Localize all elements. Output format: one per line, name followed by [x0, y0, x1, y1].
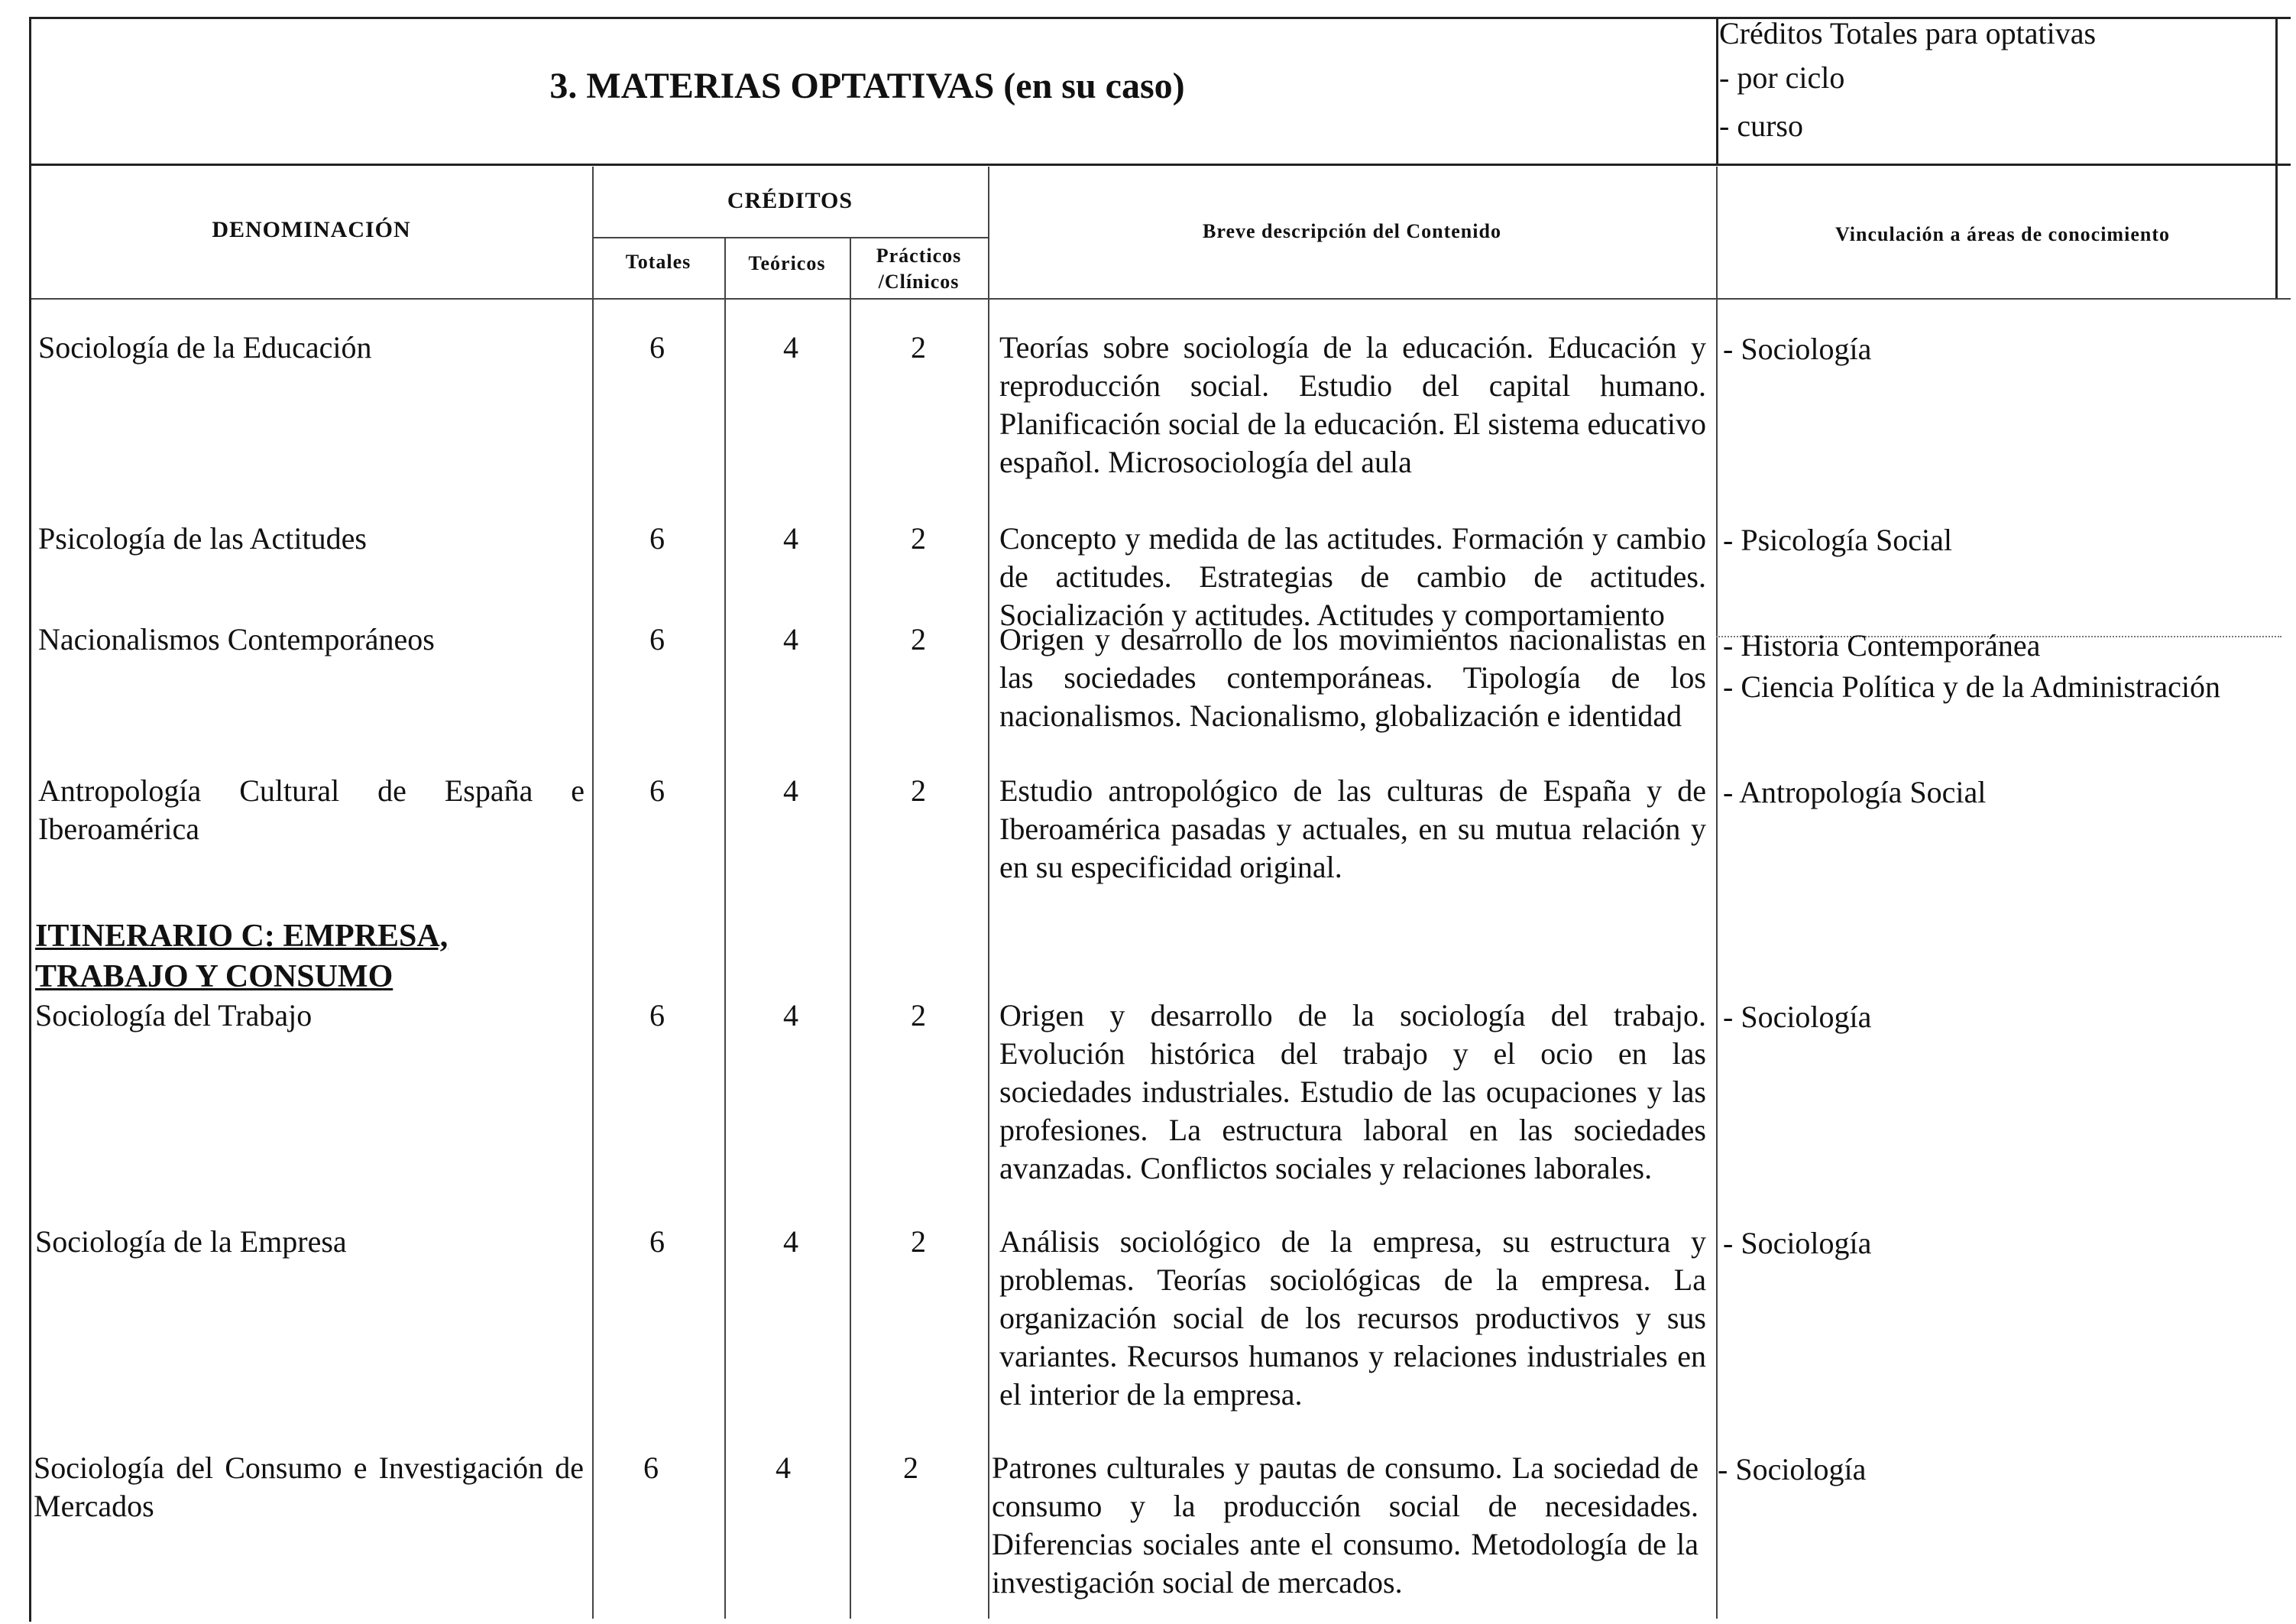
credits-teoricos: 4 — [783, 1224, 798, 1259]
subject-description: Teorías sobre sociología de la educación. Educación y reproducción social. Estudio del capital humano. Planificación social de la educación. El sistema educativo español. Microsociología del aula — [999, 330, 1706, 479]
header-teoricos: Teóricos — [748, 252, 826, 274]
credits-practicos: 2 — [911, 1224, 926, 1259]
knowledge-area: - Sociología — [1723, 1226, 1872, 1260]
knowledge-area: - Sociología — [1723, 332, 1872, 366]
subject-name: Nacionalismos Contemporáneos — [38, 622, 435, 656]
knowledge-area: - Antropología Social — [1723, 775, 1987, 809]
subject-description: Estudio antropológico de las culturas de España y de Iberoamérica pasadas y actuales, en su mutua relación y en su especificidad original. — [999, 773, 1706, 884]
subject-description: Patrones culturales y pautas de consumo. La sociedad de consumo y la producción social de necesidades. Diferencias sociales ante el consumo. Metodología de la investigación social de mercados. — [992, 1451, 1699, 1600]
credits-teoricos: 4 — [783, 622, 798, 656]
col-divider-desc — [1716, 167, 1718, 1619]
col-divider-names — [592, 167, 594, 1619]
left-border — [29, 17, 31, 1622]
credits-totales: 6 — [649, 622, 665, 656]
header-totales: Totales — [625, 251, 691, 273]
credits-practicos: 2 — [911, 330, 926, 365]
credits-practicos: 2 — [911, 773, 926, 808]
credits-teoricos: 4 — [783, 773, 798, 808]
header-vinculacion: Vinculación a áreas de conocimiento — [1835, 223, 2170, 245]
knowledge-area: - Historia Contemporánea — [1723, 628, 2041, 663]
knowledge-area: - Sociología — [1723, 1000, 1872, 1034]
credits-totales: 6 — [649, 330, 665, 365]
header-practicos: Prácticos — [876, 245, 962, 267]
subject-name: Sociología del Consumo e Investigación de Mercados — [34, 1451, 584, 1523]
subject-name: Sociología de la Empresa — [35, 1224, 347, 1259]
credits-teoricos: 4 — [783, 330, 798, 365]
knowledge-area: - Sociología — [1718, 1452, 1867, 1486]
itinerario-heading: ITINERARIO C: EMPRESA, — [35, 919, 449, 954]
subject-description: Origen y desarrollo de los movimientos nacionalistas en las sociedades contemporáneas. Tipología de los nacionalismos. Nacionalismo, globalización e identidad — [999, 622, 1706, 733]
col-divider-totales — [724, 238, 726, 1619]
creditos-curso: - curso — [1719, 109, 1803, 143]
credits-teoricos: 4 — [783, 521, 798, 556]
header-bottom-border — [29, 298, 2291, 300]
credits-teoricos: 4 — [783, 998, 798, 1032]
header-denominacion: DENOMINACIÓN — [212, 217, 411, 242]
credits-practicos: 2 — [911, 521, 926, 556]
credits-practicos: 2 — [911, 622, 926, 656]
subject-description: Origen y desarrollo de la sociología del trabajo. Evolución histórica del trabajo y el ocio en las sociedades industriales. Estudio de las ocupaciones y las profesiones. La estructura laboral en las sociedades avanzadas. Conflictos sociales y relaciones laborales. — [999, 998, 1706, 1185]
subject-name: Antropología Cultural de España e Iberoamérica — [38, 773, 585, 846]
knowledge-area: - Ciencia Política y de la Administración — [1723, 669, 2220, 704]
creditos-totales-label: Créditos Totales para optativas — [1719, 16, 2097, 50]
credits-teoricos: 4 — [776, 1451, 791, 1485]
subject-name: Sociología de la Educación — [38, 330, 372, 365]
header-clinicos: /Clínicos — [878, 271, 960, 293]
col-divider-teoricos — [850, 238, 851, 1619]
credits-totales: 6 — [649, 773, 665, 808]
subject-name: Sociología del Trabajo — [35, 998, 313, 1032]
subject-name: Psicología de las Actitudes — [38, 521, 367, 556]
credits-totales: 6 — [649, 998, 665, 1032]
subheader-divider — [592, 237, 988, 238]
right-border — [2275, 17, 2278, 298]
credits-practicos: 2 — [911, 998, 926, 1032]
credits-totales: 6 — [643, 1451, 659, 1485]
subject-description: Concepto y medida de las actitudes. Formación y cambio de actitudes. Estrategias de cambio de actitudes. Socialización y actitudes. Actitudes y comportamiento — [999, 521, 1706, 632]
title-right-divider — [1716, 17, 1718, 164]
subject-description: Análisis sociológico de la empresa, su estructura y problemas. Teorías sociológicas de la empresa. La organización social de los recursos productivos y sus variantes. Recursos humanos y relaciones industriales en el interior de la empresa. — [999, 1224, 1706, 1412]
credits-totales: 6 — [649, 1224, 665, 1259]
header-descripcion: Breve descripción del Contenido — [1203, 220, 1501, 242]
section-title: 3. MATERIAS OPTATIVAS (en su caso) — [549, 66, 1185, 106]
creditos-por-ciclo: - por ciclo — [1719, 60, 1845, 95]
title-bottom-border — [29, 164, 2291, 166]
credits-practicos: 2 — [903, 1451, 918, 1485]
knowledge-area: - Psicología Social — [1723, 523, 1952, 557]
credits-totales: 6 — [649, 521, 665, 556]
header-creditos: CRÉDITOS — [727, 188, 853, 213]
col-divider-creditos — [988, 167, 989, 1619]
itinerario-heading-line2: TRABAJO Y CONSUMO — [35, 959, 393, 994]
